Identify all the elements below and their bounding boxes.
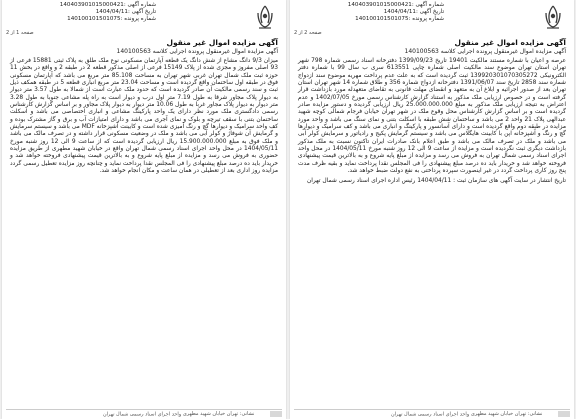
notice-number: شماره آگهی :140403901015000421 xyxy=(347,2,444,8)
footer-note: واحد اجرای اسناد رسمی شمال تهران xyxy=(390,411,470,417)
stamp-icon xyxy=(558,411,570,417)
notice-subtitle: آگهی مزایده اموال غیرمنقول پرونده اجرایی کلاسه 140100563 xyxy=(116,48,278,55)
notice-meta xyxy=(6,2,156,23)
page-header xyxy=(2,0,286,36)
notice-meta xyxy=(294,2,444,23)
page-number: صفحه 2 از 2 xyxy=(294,30,322,36)
case-number: شماره پرونده :140100101501075 xyxy=(67,16,156,22)
emblem-icon xyxy=(538,3,568,31)
notice-body-text: عرصه و اعیان با شماره مستند مالکیت 19401 تاریخ 1399/09/23 دفترخانه اسناد رسمی شماره 798 شهر تهران استان تهران موضوع سند مالکیت اصلی شماره چاپی 613551 سری ب سال 99 با شماره دفتر الکترونیکی 139920301070305272 ثبت گردیده است که به علت عدم پرداخت مهریه موضوع سند ازدواج شماره سند 2858 تاریخ سند 1391/06/07 دفترخانه ازدواج شماره 356 و طلاق شماره 14 شهر تهران استان تهران بعد از صدور اجرائیه و ابلاغ آن به متعهد و انقضای مهلت قانونی به تقاضای متعهدله مورد بازداشت قرار گرفته است و در خصوص ارزیابی ملک مذکور به استناد گزارش کارشناس رسمی مورخ 1402/07/05 و عدم اعتراض به نتیجه ارزیابی ملک مذکور به مبلغ 25.000.000.000 ریال ارزیابی گردیده و دستور مزایده صادر گردیده است و بر اساس گزارش کارشناس محل وقوع ملک در شهر تهران خیابان فرجام شمالی کوچه شهید عبدالهی پلاک 21 واحد 2 می باشد و ساختمان شش طبقه با اسکلت بتنی و نمای سنگ می باشد و واحد مورد مزایده در طبقه دوم واقع گردیده است و دارای آسانسور و پارکینگ و انباری می باشد و کف سرامیک و دیوارها گچ و رنگ و آشپزخانه اپن با کابینت هایگلاس می باشد و سیستم گرمایش پکیج و رادیاتور و سرمایش کولر آبی می باشد و ملک در تصرف مالک می باشد و طبق اعلام بانک صادرات ایران تاکنون نسبت به ملک مذکور بازداشت دیگری ثبت نگردیده است و مزایده از ساعت 9 الی 12 روز شنبه مورخ 1404/05/11 در محل واحد اجرای اسناد رسمی شمال تهران به فروش می رسد و مزایده از مبلغ پایه شروع و به بالاترین قیمت پیشنهادی فروخته خواهد شد و خریدار باید ده درصد مبلغ پیشنهادی را فی المجلس نقدا پرداخت نماید و بقیه ظرف مدت پنج روز کاری پرداخت گردد در غیر اینصورت سپرده پرداختی به نفع دولت ضبط خواهد شد. xyxy=(298,58,567,175)
page-footer xyxy=(6,409,282,418)
page-number: صفحه 1 از 2 xyxy=(6,30,34,36)
notice-date: تاریخ آگهی :1404/04/11 xyxy=(95,9,156,15)
case-number: شماره پرونده :140100101501075 xyxy=(355,16,444,22)
notice-subtitle: آگهی مزایده اموال غیرمنقول پرونده اجرایی کلاسه 140100563 xyxy=(404,48,566,55)
page-footer xyxy=(294,409,570,418)
notice-page-right xyxy=(290,0,574,419)
footer-address: نشانی: تهران خیابان شهید مطهری xyxy=(470,411,543,417)
notice-body: میزان 9/3 دانگ مشاع از شش دانگ یک قطعه آپارتمان مسکونی نوع ملک طلق به پلاک ثبتی 15881 فرعی از 93 اصلی مفروز و مجزی شده از پلاک 15149 فرعی از اصلی مذکور قطعه 2 در طبقه 2 و واقع در بخش 11 حوزه ثبت ملک شمال تهران غربی شهر تهران به مساحت 85.108 متر مربع می باشد که آپارتمان مسکونی فوق در طبقه اول ساختمان واقع گردیده است و مساحت 23.04 متر مربع انباری قطعه 5 در طبقه همکف ذیل ثبت و سند رسمی مالکیت آن صادر گردیده است که حدود ملک عبارت است از شمالا به طول 3.57 متر دیوار به دیوار پلاک مجاور شرقا به طول 7.19 متر اول درب و دیوار است به راه پله مشاعی جنوبا به طول 3.28 متر دیوار به دیوار پلاک مجاور غربا به طول 10.06 متر دیوار به دیوار پلاک مجاور و بر اساس گزارش کارشناس رسمی دادگستری ملک مورد نظر دارای یک واحد پارکینگ مشاعی و انباری اختصاصی می باشد و اسکلت ساختمان بتنی با سقف تیرچه و بلوک و نمای آجری می باشد و دارای امتیازات آب و برق و گاز مشترک بوده و کف واحد سرامیک و دیوارها گچ و رنگ آمیزی شده است و کابینت آشپزخانه MDF می باشد و سیستم سرمایش و گرمایش آن شوفاژ و کولر آبی می باشد و ملک در وضعیت مسکونی قرار داشته و در تصرف مالک می باشد و ملک فوق به مبلغ 15.900.000.000 ریال ارزیابی گردیده است که از ساعت 9 الی 12 روز شنبه مورخ 1404/05/11 در محل واحد اجرای اسناد رسمی شمال تهران واقع در خیابان شهید مطهری از طریق مزایده حضوری به فروش می رسد و مزایده از مبلغ پایه شروع و به بالاترین قیمت پیشنهادی فروخته خواهد شد و خریدار باید ده درصد مبلغ پیشنهادی را فی المجلس نقدا پرداخت نماید و چنانچه روز مزایده تعطیل رسمی گردد مزایده روز اداری بعد از تعطیلی در همان ساعت و مکان انجام خواهد شد. xyxy=(10,58,279,175)
notice-title: آگهی مزایده اموال غیر منقول xyxy=(454,38,566,47)
notice-date: تاریخ آگهی :1404/04/11 xyxy=(383,9,444,15)
notice-page-left xyxy=(2,0,286,419)
footer-note: واحد اجرای اسناد رسمی شمال تهران xyxy=(102,411,182,417)
notice-number: شماره آگهی :140403901015000421 xyxy=(59,2,156,8)
footer-address: نشانی: تهران خیابان شهید مطهری xyxy=(182,411,255,417)
emblem-icon xyxy=(250,3,280,31)
notice-title: آگهی مزایده اموال غیر منقول xyxy=(166,38,278,47)
stamp-icon xyxy=(270,411,282,417)
notice-body xyxy=(290,55,574,185)
notice-signature: تاریخ انتشار در سایت آگهی های سازمان ثبت : 1404/04/11 رئیس اداره اجرای اسناد رسمی شمال تهران xyxy=(306,177,566,184)
page-header xyxy=(290,0,574,36)
